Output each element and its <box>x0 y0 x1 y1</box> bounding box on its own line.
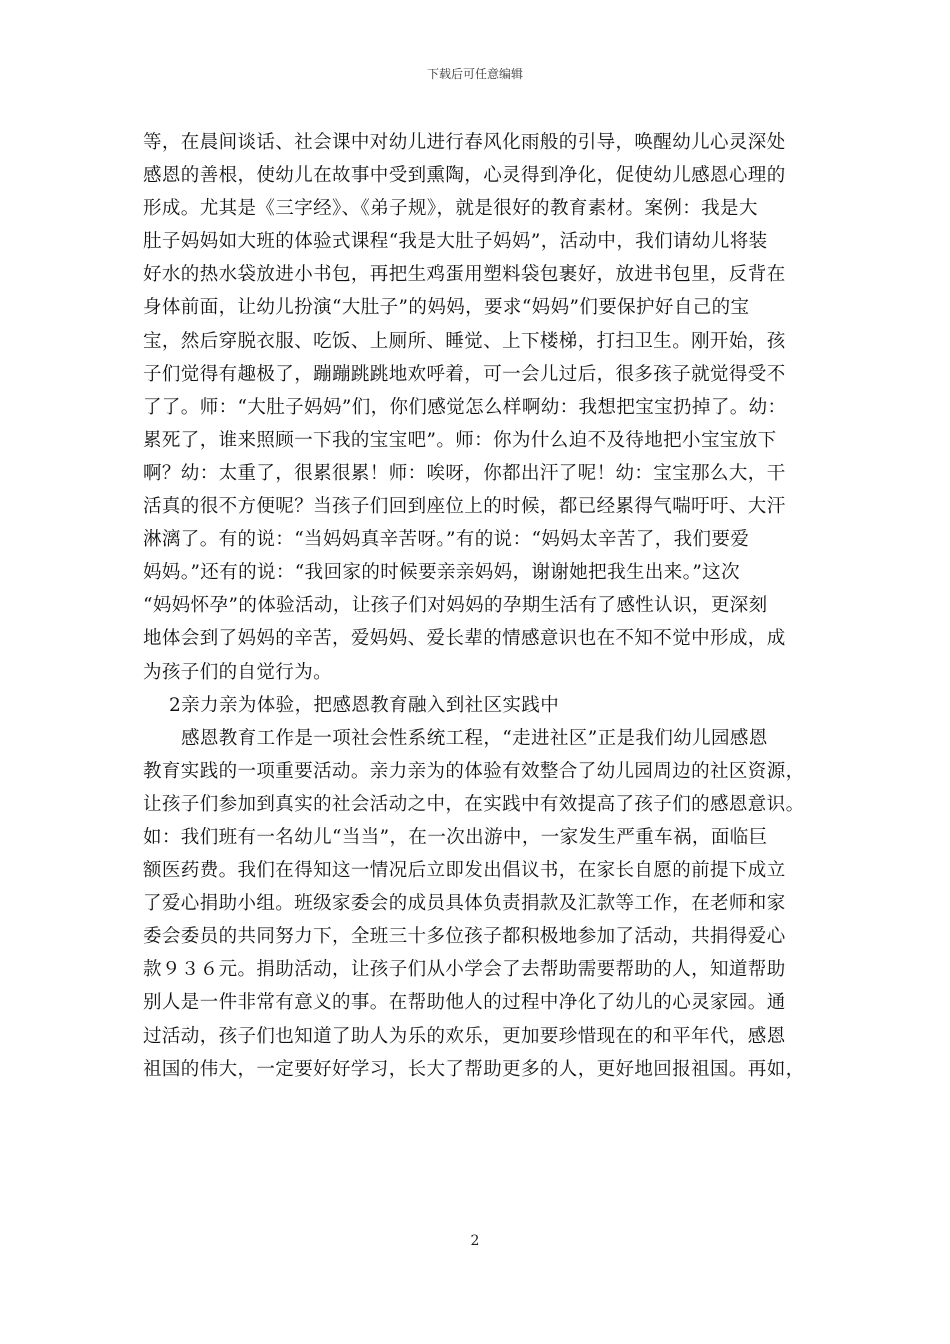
text-line: 宝，然后穿脱衣服、吃饭、上厕所、睡觉、上下楼梯，打扫卫生。刚开始，孩 <box>143 330 786 352</box>
text-line: 让孩子们参加到真实的社会活动之中，在实践中有效提高了孩子们的感恩意识。 <box>143 793 805 815</box>
text-line: 地体会到了妈妈的辛苦，爱妈妈、爱长辈的情感意识也在不知不觉中形成，成 <box>143 628 786 650</box>
section-heading: 2亲力亲为体验，把感恩教育融入到社区实践中 <box>169 694 560 716</box>
paragraph-1 <box>143 126 833 689</box>
text-line: 形成。尤其是《三字经》、《弟子规》，就是很好的教育素材。案例：我是大 <box>143 198 758 220</box>
text-line: 身体前面，让幼儿扮演“大肚子”的妈妈，要求“妈妈”们要保护好自己的宝 <box>143 297 750 319</box>
text-line: 啊？幼：太重了，很累很累！师：唉呀，你都出汗了呢！幼：宝宝那么大，干 <box>143 462 786 484</box>
text-line: 过活动，孩子们也知道了助人为乐的欢乐，更加要珍惜现在的和平年代，感恩 <box>143 1025 786 1047</box>
text-line: “妈妈怀孕”的体验活动，让孩子们对妈妈的孕期生活有了感性认识，更深刻 <box>143 595 768 617</box>
document-body <box>143 126 833 1086</box>
text-line: 了爱心捐助小组。班级家委会的成员具体负责捐款及汇款等工作，在老师和家 <box>143 893 786 915</box>
paragraph-2 <box>143 722 833 1086</box>
text-line: 祖国的伟大，一定要好好学习，长大了帮助更多的人，更好地回报祖国。再如， <box>143 1058 805 1080</box>
text-line: 累死了，谁来照顾一下我的宝宝吧”。师：你为什么迫不及待地把小宝宝放下 <box>143 429 777 451</box>
text-line: 了了。师：“大肚子妈妈”们，你们感觉怎么样啊幼：我想把宝宝扔掉了。幼： <box>143 396 787 418</box>
text-line: 妈妈。”还有的说：“我回家的时候要亲亲妈妈，谢谢她把我生出来。”这次 <box>143 562 740 584</box>
text-line: 别人是一件非常有意义的事。在帮助他人的过程中净化了幼儿的心灵家园。通 <box>143 992 786 1014</box>
text-line: 教育实践的一项重要活动。亲力亲为的体验有效整合了幼儿园周边的社区资源， <box>143 760 805 782</box>
text-line: 额医药费。我们在得知这一情况后立即发出倡议书，在家长自愿的前提下成立 <box>143 860 786 882</box>
text-line: 如：我们班有一名幼儿“当当”，在一次出游中，一家发生严重车祸，面临巨 <box>143 826 768 848</box>
page-header: 下载后可任意编辑 <box>426 67 523 81</box>
text-line: 感恩的善根，使幼儿在故事中受到熏陶，心灵得到净化，促使幼儿感恩心理的 <box>143 165 786 187</box>
text-line: 肚子妈妈如大班的体验式课程“我是大肚子妈妈”，活动中，我们请幼儿将装 <box>143 231 768 253</box>
text-line: 子们觉得有趣极了，蹦蹦跳跳地欢呼着，可一会儿过后，很多孩子就觉得受不 <box>143 363 786 385</box>
text-line: 淋漓了。有的说：“当妈妈真辛苦呀。”有的说：“妈妈太辛苦了，我们要爱 <box>143 529 750 551</box>
text-line: 感恩教育工作是一项社会性系统工程，“走进社区”正是我们幼儿园感恩 <box>181 727 768 749</box>
text-line: 活真的很不方便呢？当孩子们回到座位上的时候，都已经累得气喘吁吁、大汗 <box>143 496 786 518</box>
text-line: 款９３６元。捐助活动，让孩子们从小学会了去帮助需要帮助的人，知道帮助 <box>143 959 786 981</box>
text-line: 好水的热水袋放进小书包，再把生鸡蛋用塑料袋包裹好，放进书包里，反背在 <box>143 264 786 286</box>
text-line: 等，在晨间谈话、社会课中对幼儿进行春风化雨般的引导，唤醒幼儿心灵深处 <box>143 132 786 153</box>
text-line: 委会委员的共同努力下，全班三十多位孩子都积极地参加了活动，共捐得爱心 <box>143 926 786 948</box>
text-line: 为孩子们的自觉行为。 <box>143 661 333 683</box>
page-number: 2 <box>470 1233 480 1249</box>
